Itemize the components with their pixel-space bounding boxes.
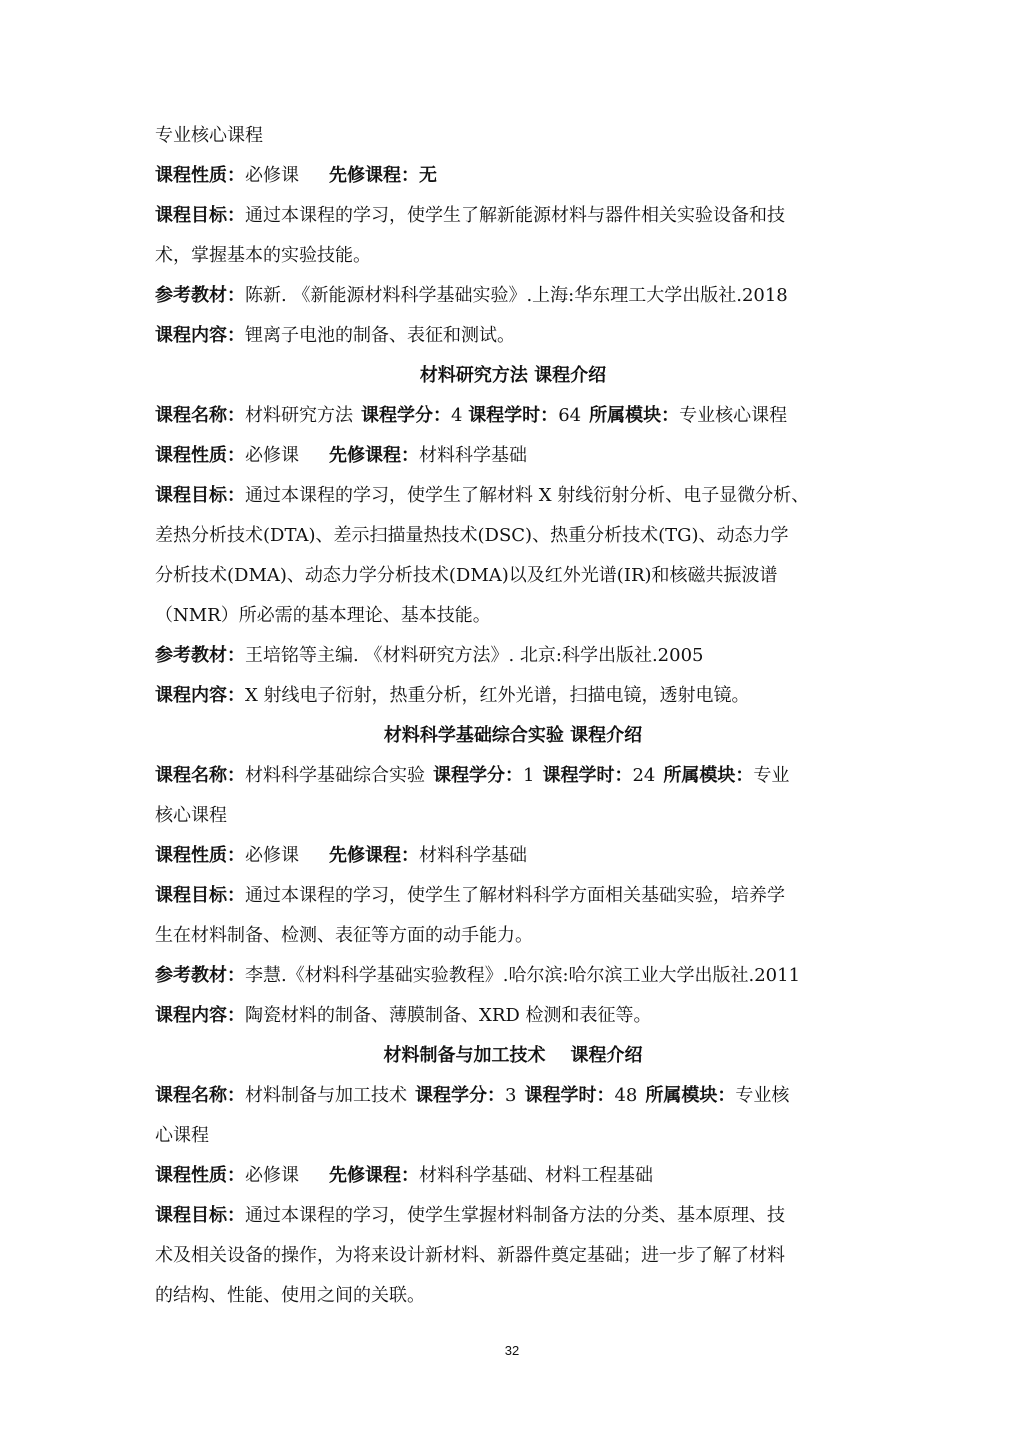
c1-nature-line	[155, 436, 871, 476]
hours-label: 课程学时：	[542, 765, 633, 786]
name-value: 材料制备与加工技术	[245, 1085, 407, 1106]
goal-text: 生在材料制备、检测、表征等方面的动手能力。	[155, 925, 533, 946]
prereq-label: 先修课程：	[329, 165, 419, 186]
content-label: 课程内容：	[155, 325, 245, 346]
prereq-label: 先修课程：	[329, 845, 419, 866]
module-value: 专业核	[735, 1085, 790, 1106]
nature-value: 必修课	[245, 445, 299, 466]
hours-value: 48	[614, 1085, 638, 1106]
credit-label: 课程学分：	[415, 1085, 505, 1106]
textbook-value: 陈新. 《新能源材料科学基础实验》.上海:华东理工大学出版社.2018	[245, 285, 788, 306]
c2-content-line	[155, 996, 871, 1036]
goal-text: 通过本课程的学习，使学生了解材料科学方面相关基础实验，培养学	[245, 885, 785, 906]
credit-label: 课程学分：	[361, 405, 451, 426]
c3-goal-line	[155, 1196, 871, 1236]
module-value: 专业核心课程	[679, 405, 788, 426]
module-label: 所属模块：	[589, 405, 680, 426]
hours-label: 课程学时：	[468, 405, 559, 426]
credit-label: 课程学分：	[433, 765, 523, 786]
content-value: X 射线电子衍射，热重分析，红外光谱，扫描电镜，透射电镜。	[245, 685, 750, 706]
prereq-value: 材料科学基础	[419, 445, 527, 466]
module-value: 专业核心课程	[155, 125, 263, 146]
goal-label: 课程目标：	[155, 485, 245, 506]
goal-text: 分析技术(DMA)、动态力学分析技术(DMA)以及红外光谱(IR)和核磁共振波谱	[155, 565, 778, 586]
c2-nature-line	[155, 836, 871, 876]
prereq-value: 材料科学基础	[419, 845, 527, 866]
nature-label: 课程性质：	[155, 1165, 245, 1186]
goal-text: 通过本课程的学习，使学生了解新能源材料与器件相关实验设备和技	[245, 205, 785, 226]
prereq-value: 材料科学基础、材料工程基础	[419, 1165, 653, 1186]
nature-value: 必修课	[245, 845, 299, 866]
c2-name-line	[155, 756, 871, 796]
c3-goal-line-3	[155, 1276, 871, 1316]
prev-goal-line	[155, 196, 871, 236]
name-value: 材料科学基础综合实验	[245, 765, 425, 786]
document-page	[155, 116, 871, 1316]
module-value: 专业	[753, 765, 790, 786]
goal-label: 课程目标：	[155, 1205, 245, 1226]
textbook-value: 王培铭等主编. 《材料研究方法》. 北京:科学出版社.2005	[245, 645, 704, 666]
c1-name-line	[155, 396, 871, 436]
c1-goal-line-2	[155, 516, 871, 556]
credit-value: 4	[451, 405, 463, 426]
goal-text: （NMR）所必需的基本理论、基本技能。	[155, 605, 491, 626]
prereq-value: 无	[419, 165, 437, 186]
c1-content-line	[155, 676, 871, 716]
c1-textbook-line	[155, 636, 871, 676]
prereq-label: 先修课程：	[329, 445, 419, 466]
course-title-materials-science-lab: 材料科学基础综合实验 课程介绍	[383, 725, 643, 746]
course-title-materials-research-methods: 材料研究方法 课程介绍	[419, 365, 607, 386]
c2-goal-line-2	[155, 916, 871, 956]
goal-text: 术，掌握基本的实验技能。	[155, 245, 371, 266]
module-value: 心课程	[155, 1125, 209, 1146]
c3-nature-line	[155, 1156, 871, 1196]
name-value: 材料研究方法	[245, 405, 353, 426]
hours-value: 24	[632, 765, 656, 786]
goal-text: 差热分析技术(DTA)、差示扫描量热技术(DSC)、热重分析技术(TG)、动态力学	[155, 525, 789, 546]
goal-label: 课程目标：	[155, 885, 245, 906]
c1-goal-line-4	[155, 596, 871, 636]
prev-textbook-line	[155, 276, 871, 316]
content-label: 课程内容：	[155, 685, 245, 706]
nature-value: 必修课	[245, 1165, 299, 1186]
content-value: 锂离子电池的制备、表征和测试。	[245, 325, 515, 346]
textbook-label: 参考教材：	[155, 285, 245, 306]
module-value: 核心课程	[155, 805, 227, 826]
goal-text: 通过本课程的学习，使学生了解材料 X 射线衍射分析、电子显微分析、	[245, 485, 810, 506]
module-label: 所属模块：	[645, 1085, 736, 1106]
goal-text: 通过本课程的学习，使学生掌握材料制备方法的分类、基本原理、技	[245, 1205, 785, 1226]
goal-text: 术及相关设备的操作，为将来设计新材料、新器件奠定基础；进一步了解了材料	[155, 1245, 785, 1266]
page-number: 32	[504, 1343, 520, 1358]
name-label: 课程名称：	[155, 765, 245, 786]
credit-value: 1	[523, 765, 535, 786]
prereq-label: 先修课程：	[329, 1165, 419, 1186]
c3-goal-line-2	[155, 1236, 871, 1276]
credit-value: 3	[505, 1085, 517, 1106]
nature-label: 课程性质：	[155, 845, 245, 866]
c3-name-line	[155, 1076, 871, 1116]
c2-goal-line	[155, 876, 871, 916]
prev-goal-line-2	[155, 236, 871, 276]
name-label: 课程名称：	[155, 405, 245, 426]
content-value: 陶瓷材料的制备、薄膜制备、XRD 检测和表征等。	[245, 1005, 652, 1026]
c3-module-continuation	[155, 1116, 871, 1156]
prev-nature-line	[155, 156, 871, 196]
nature-label: 课程性质：	[155, 445, 245, 466]
prev-module-continuation	[155, 116, 871, 156]
content-label: 课程内容：	[155, 1005, 245, 1026]
name-label: 课程名称：	[155, 1085, 245, 1106]
goal-text: 的结构、性能、使用之间的关联。	[155, 1285, 425, 1306]
c1-goal-line-3	[155, 556, 871, 596]
textbook-label: 参考教材：	[155, 645, 245, 666]
hours-value: 64	[558, 405, 582, 426]
c1-goal-line	[155, 476, 871, 516]
nature-value: 必修课	[245, 165, 299, 186]
course-title-materials-processing: 材料制备与加工技术 课程介绍	[383, 1045, 643, 1066]
nature-label: 课程性质：	[155, 165, 245, 186]
c2-textbook-line	[155, 956, 871, 996]
module-label: 所属模块：	[663, 765, 754, 786]
goal-label: 课程目标：	[155, 205, 245, 226]
textbook-label: 参考教材：	[155, 965, 245, 986]
c2-module-continuation	[155, 796, 871, 836]
textbook-value: 李慧.《材料科学基础实验教程》.哈尔滨:哈尔滨工业大学出版社.2011	[245, 965, 801, 986]
hours-label: 课程学时：	[524, 1085, 615, 1106]
prev-content-line	[155, 316, 871, 356]
